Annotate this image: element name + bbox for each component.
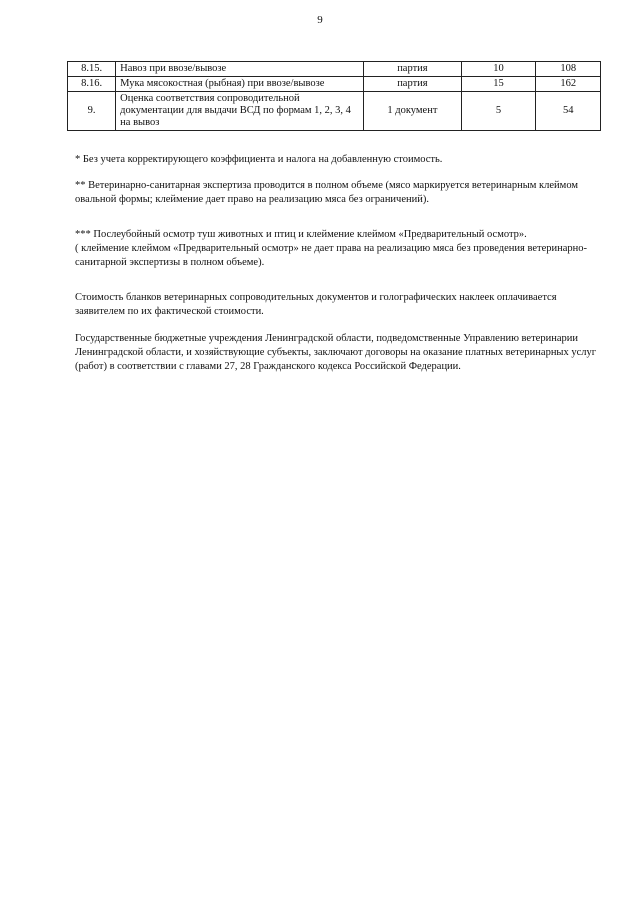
unit-cell: партия — [364, 62, 461, 77]
row-number-cell: 9. — [68, 92, 116, 131]
quantity-cell: 5 — [461, 92, 536, 131]
price-cell: 162 — [536, 77, 601, 92]
table-row — [68, 62, 601, 77]
footnote-preliminary-inspection-clarification: ( клеймение клеймом «Предварительный осмотр» не дает права на реализацию мяса без проведения ветеринарно-санитарной экспертизы в полном объеме). — [75, 243, 588, 268]
row-number-cell: 8.16. — [68, 77, 116, 92]
price-cell: 108 — [536, 62, 601, 77]
quantity-cell: 10 — [461, 62, 536, 77]
service-name-cell: Мука мясокостная (рыбная) при ввозе/вывозе — [116, 77, 364, 92]
price-cell: 54 — [536, 92, 601, 131]
service-name-cell: Оценка соответствия сопроводительной документации для выдачи ВСД по формам 1, 2, 3, 4 на вывоз — [116, 92, 364, 131]
quantity-cell: 15 — [461, 77, 536, 92]
footnotes — [75, 153, 605, 374]
tariff-table — [67, 61, 601, 131]
footnote-full-expertise: ** Ветеринарно-санитарная экспертиза проводится в полном объеме (мясо маркируется ветеринарным клеймом овальной формы; клеймение дает право на реализацию мяса без ограничений). — [75, 180, 579, 205]
unit-cell: 1 документ — [364, 92, 461, 131]
paragraph-contracts: Государственные бюджетные учреждения Ленинградской области, подведомственные Управлению ветеринарии Ленинградской области, и хозяйствующие субъекты, заключают договоры на оказание платных ветеринарных услуг (работ) в соответствии с главами 27, 28 Гражданского кодекса Российской Федерации. — [75, 333, 597, 372]
table-row — [68, 92, 601, 131]
table-row — [68, 77, 601, 92]
unit-cell: партия — [364, 77, 461, 92]
footnote-preliminary-inspection: *** Послеубойный осмотр туш животных и птиц и клеймение клеймом «Предварительный осмотр». — [75, 229, 527, 240]
row-number-cell: 8.15. — [68, 62, 116, 77]
footnote-vat: * Без учета корректирующего коэффициента и налога на добавленную стоимость. — [75, 154, 443, 165]
service-name-cell: Навоз при ввозе/вывозе — [116, 62, 364, 77]
page-number: 9 — [317, 14, 323, 26]
paragraph-forms-cost: Стоимость бланков ветеринарных сопроводительных документов и голографических наклеек оплачивается заявителем по их фактической стоимости. — [75, 292, 557, 317]
